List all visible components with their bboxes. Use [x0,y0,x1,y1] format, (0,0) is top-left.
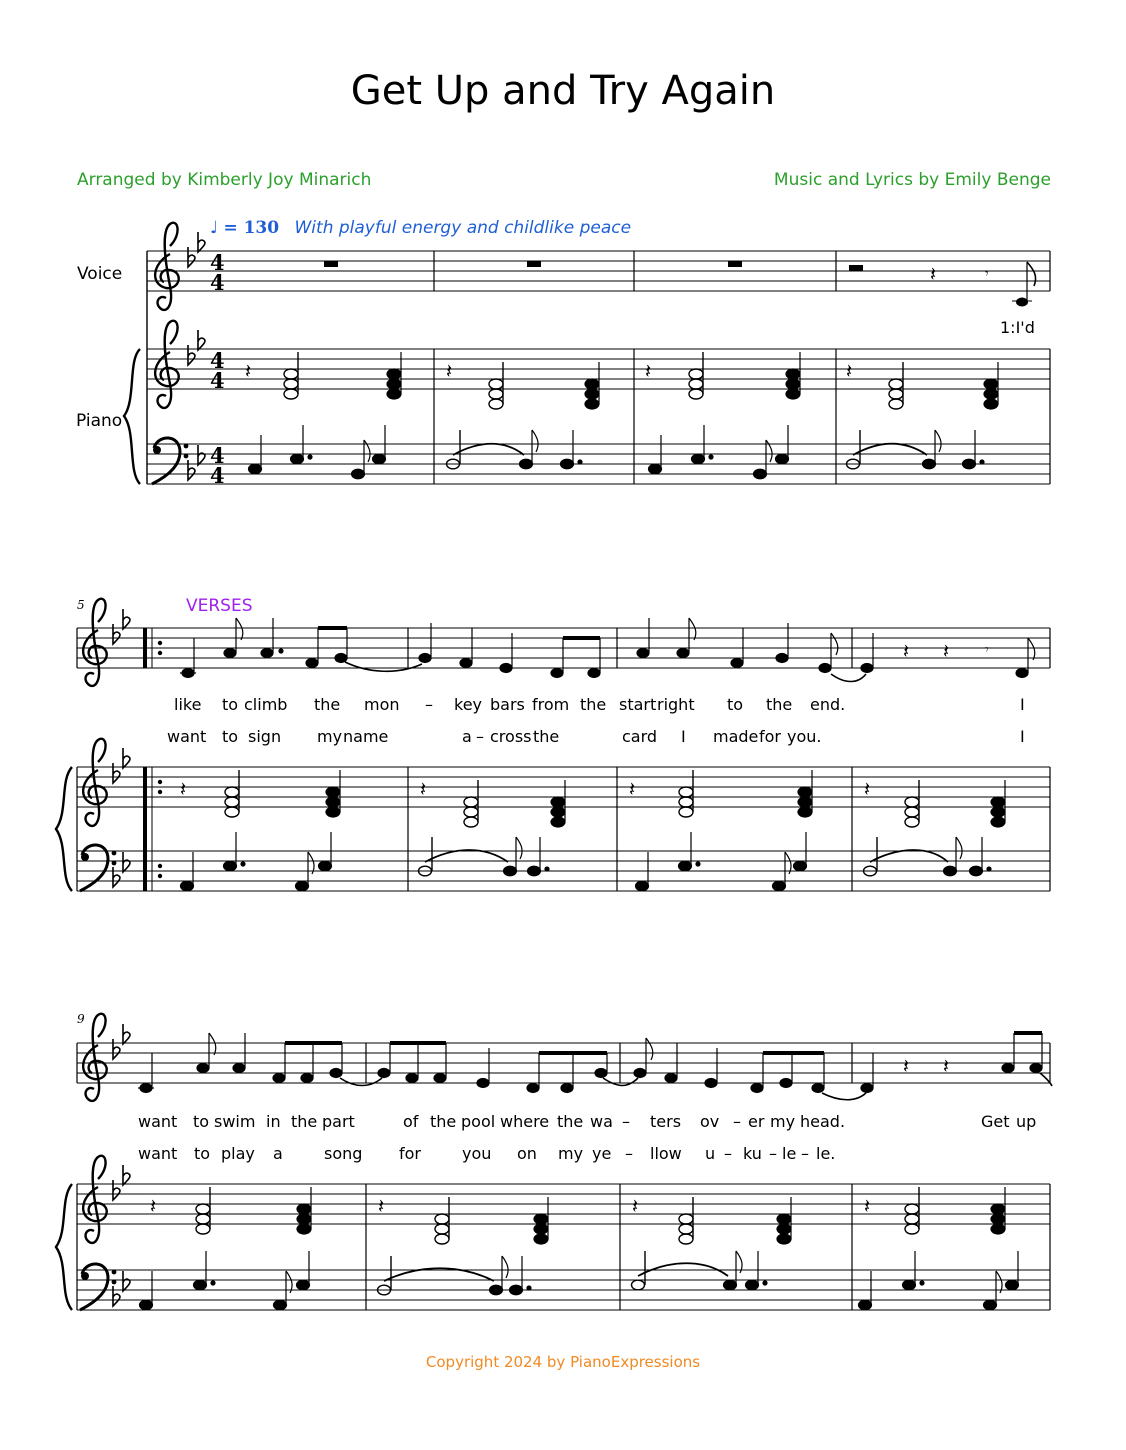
quarter-note-icon: ♩ [210,218,219,238]
svg-text:climb: climb [244,695,288,714]
svg-text:–: – [622,1112,630,1131]
svg-text:llow: llow [650,1144,682,1163]
svg-text:𝄽: 𝄽 [864,777,871,801]
svg-text:4: 4 [210,250,225,275]
verse-2-lyrics [167,727,1025,746]
svg-text:the: the [766,695,793,714]
svg-text:for: for [399,1144,421,1163]
svg-text:wa: wa [590,1112,613,1131]
svg-text:to: to [194,1144,211,1163]
svg-text:𝄽: 𝄽 [245,359,252,383]
piano-brace [124,349,140,484]
svg-text:𝄽: 𝄽 [420,777,427,801]
svg-text:𝄽: 𝄽 [846,359,853,383]
svg-text:the: the [430,1112,457,1131]
svg-text:𝄽: 𝄽 [446,359,453,383]
whole-rest [324,261,863,271]
svg-text:head.: head. [800,1112,846,1131]
svg-text:I: I [681,727,686,746]
svg-text:–: – [769,1144,777,1163]
svg-text:bars: bars [490,695,525,714]
measure-number: 5 [77,598,85,612]
pickup-lyric: 1:I'd [1000,318,1035,337]
svg-text:u: u [705,1144,716,1163]
svg-text:song: song [324,1144,363,1163]
bass-clef-icon [80,845,116,891]
svg-text:sign: sign [248,727,282,746]
composer-credit: Music and Lyrics by Emily Benge [773,170,1051,190]
svg-text:–: – [425,695,433,714]
svg-text:4: 4 [210,348,225,373]
repeat-start [143,628,162,891]
svg-text:4: 4 [210,368,225,393]
copyright-notice: Copyright 2024 by PianoExpressions [425,1353,701,1371]
svg-text:swim: swim [214,1112,256,1131]
treble-clef-icon [83,1014,107,1101]
svg-text:ku: ku [743,1144,762,1163]
treble-clef-icon [83,739,107,826]
piano-brace [56,1184,72,1310]
tempo-bpm: = 130 [223,218,280,238]
svg-text:er: er [748,1112,765,1131]
svg-text:made: made [713,727,759,746]
svg-text:name: name [343,727,389,746]
treble-clef-icon [155,223,179,310]
svg-text:ov: ov [700,1112,720,1131]
verse-2-lyrics [138,1144,835,1163]
svg-text:to: to [727,695,744,714]
score-title: Get Up and Try Again [350,68,776,114]
svg-text:card: card [622,727,658,746]
svg-text:of: of [403,1112,419,1131]
svg-text:mon: mon [364,695,400,714]
svg-text:𝄽: 𝄽 [645,359,652,383]
time-signature [210,250,225,488]
svg-text:4: 4 [210,443,225,468]
eighth-rest-icon: 𝄾 [985,266,989,282]
svg-text:–: – [476,727,484,746]
system-1 [76,223,1050,488]
svg-text:my: my [558,1144,584,1163]
svg-text:you: you [462,1144,492,1163]
bass-clef-icon [80,1264,116,1310]
svg-text:–: – [724,1144,732,1163]
svg-text:in: in [266,1112,281,1131]
svg-text:key: key [454,695,483,714]
svg-text:𝄽: 𝄽 [180,777,187,801]
svg-text:𝄾: 𝄾 [985,642,989,658]
svg-text:end.: end. [810,695,846,714]
svg-text:my: my [317,727,343,746]
svg-text:–: – [733,1112,741,1131]
expression-text: With playful energy and childlike peace [294,218,632,238]
svg-text:𝄽: 𝄽 [864,1194,871,1218]
svg-text:ters: ters [650,1112,682,1131]
verse-1-lyrics [138,1112,1036,1131]
voice-staff [147,251,1050,291]
piano-brace [56,767,72,891]
svg-text:for: for [759,727,781,746]
svg-text:–: – [801,1144,809,1163]
svg-text:part: part [322,1112,355,1131]
svg-text:want: want [138,1112,178,1131]
treble-clef-icon [83,1156,107,1243]
quarter-rest-icon: 𝄽 [930,262,937,286]
system-2 [56,596,1050,891]
svg-text:I: I [1020,695,1025,714]
treble-clef-icon [155,321,179,408]
svg-text:you.: you. [787,727,822,746]
svg-text:pool: pool [461,1112,496,1131]
svg-text:Get: Get [981,1112,1010,1131]
svg-text:right: right [657,695,695,714]
piano-label: Piano [76,411,123,431]
svg-text:the: the [580,695,607,714]
svg-text:to: to [222,695,239,714]
svg-text:a: a [462,727,472,746]
svg-text:the: the [291,1112,318,1131]
svg-text:want: want [138,1144,178,1163]
svg-text:4: 4 [210,270,225,295]
svg-text:𝄽: 𝄽 [150,1194,157,1218]
svg-text:like: like [174,695,202,714]
svg-text:where: where [500,1112,550,1131]
arranger-credit: Arranged by Kimberly Joy Minarich [77,170,372,190]
svg-text:𝄽: 𝄽 [903,639,910,663]
svg-text:to: to [222,727,239,746]
section-label: VERSES [186,596,253,616]
svg-text:up: up [1016,1112,1037,1131]
system-3 [56,1012,1052,1310]
svg-text:4: 4 [210,463,225,488]
svg-text:my: my [770,1112,796,1131]
svg-text:𝄽: 𝄽 [903,1054,910,1078]
svg-text:play: play [221,1144,255,1163]
svg-text:I: I [1020,727,1025,746]
treble-clef-icon [83,599,107,686]
svg-text:𝄽: 𝄽 [943,639,950,663]
verse-1-lyrics [174,695,1025,714]
svg-text:le: le [782,1144,797,1163]
svg-text:ye: ye [592,1144,612,1163]
svg-text:𝄽: 𝄽 [943,1054,950,1078]
svg-text:the: the [557,1112,584,1131]
piano-bass-staff [147,444,1050,484]
svg-text:the: the [314,695,341,714]
bass-clef-icon [152,438,188,484]
svg-text:start: start [619,695,657,714]
svg-text:𝄽: 𝄽 [629,777,636,801]
svg-text:the: the [533,727,560,746]
svg-text:on: on [517,1144,537,1163]
svg-text:from: from [532,695,570,714]
svg-text:a: a [273,1144,283,1163]
svg-text:𝄽: 𝄽 [632,1194,639,1218]
svg-text:want: want [167,727,207,746]
svg-text:–: – [625,1144,633,1163]
voice-label: Voice [77,264,123,284]
svg-text:to: to [193,1112,210,1131]
svg-text:cross: cross [490,727,532,746]
svg-text:le.: le. [816,1144,836,1163]
measure-number: 9 [77,1012,85,1026]
svg-text:𝄽: 𝄽 [378,1194,385,1218]
